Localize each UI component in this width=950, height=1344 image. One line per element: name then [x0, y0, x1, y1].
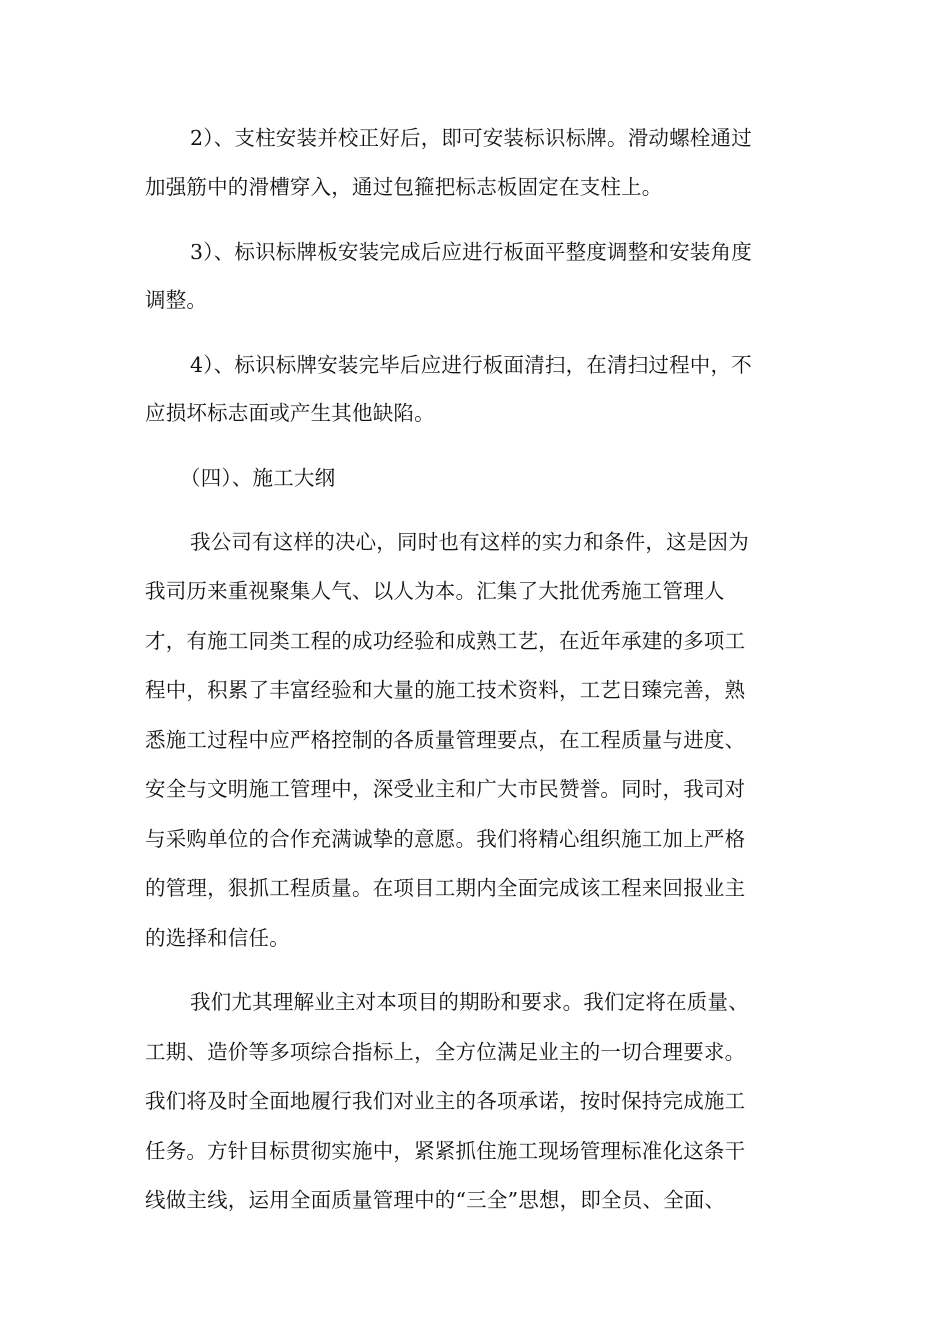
text-line: 安全与文明施工管理中，深受业主和广大市民赞誉。同时，我司对: [145, 777, 746, 801]
text-line: 我们将及时全面地履行我们对业主的各项承诺，按时保持完成施工: [145, 1089, 746, 1113]
text-line: 线做主线，运用全面质量管理中的“三全”思想，即全员、全面、: [145, 1188, 726, 1212]
section-heading: （四）、施工大纲: [180, 466, 336, 490]
text-line: 与采购单位的合作充满诚挚的意愿。我们将精心组织施工加上严格: [145, 827, 746, 851]
text-line: 调整。: [145, 288, 208, 312]
text-line: 2）、支柱安装并校正好后，即可安装标识标牌。滑动螺栓通过: [190, 126, 752, 150]
text-line: 工期、造价等多项综合指标上，全方位满足业主的一切合理要求。: [145, 1040, 746, 1064]
text-line: 任务。方针目标贯彻实施中，紧紧抓住施工现场管理标准化这条干: [145, 1139, 746, 1163]
text-line: 我公司有这样的决心，同时也有这样的实力和条件，这是因为: [190, 530, 749, 554]
text-line: 的选择和信任。: [145, 926, 290, 950]
text-line: 3）、标识标牌板安装完成后应进行板面平整度调整和安装角度: [190, 240, 752, 264]
text-line: 程中，积累了丰富经验和大量的施工技术资料，工艺日臻完善，熟: [145, 678, 746, 702]
text-line: 我司历来重视聚集人气、以人为本。汇集了大批优秀施工管理人: [145, 579, 725, 603]
text-line: 悉施工过程中应严格控制的各质量管理要点，在工程质量与进度、: [145, 728, 746, 752]
text-line: 应损坏标志面或产生其他缺陷。: [145, 401, 435, 425]
text-line: 我们尤其理解业主对本项目的期盼和要求。我们定将在质量、: [190, 990, 749, 1014]
text-line: 加强筋中的滑槽穿入，通过包箍把标志板固定在支柱上。: [145, 175, 663, 199]
text-line: 4）、标识标牌安装完毕后应进行板面清扫，在清扫过程中，不: [190, 353, 752, 377]
text-line: 的管理，狠抓工程质量。在项目工期内全面完成该工程来回报业主: [145, 876, 746, 900]
text-line: 才，有施工同类工程的成功经验和成熟工艺，在近年承建的多项工: [145, 629, 746, 653]
